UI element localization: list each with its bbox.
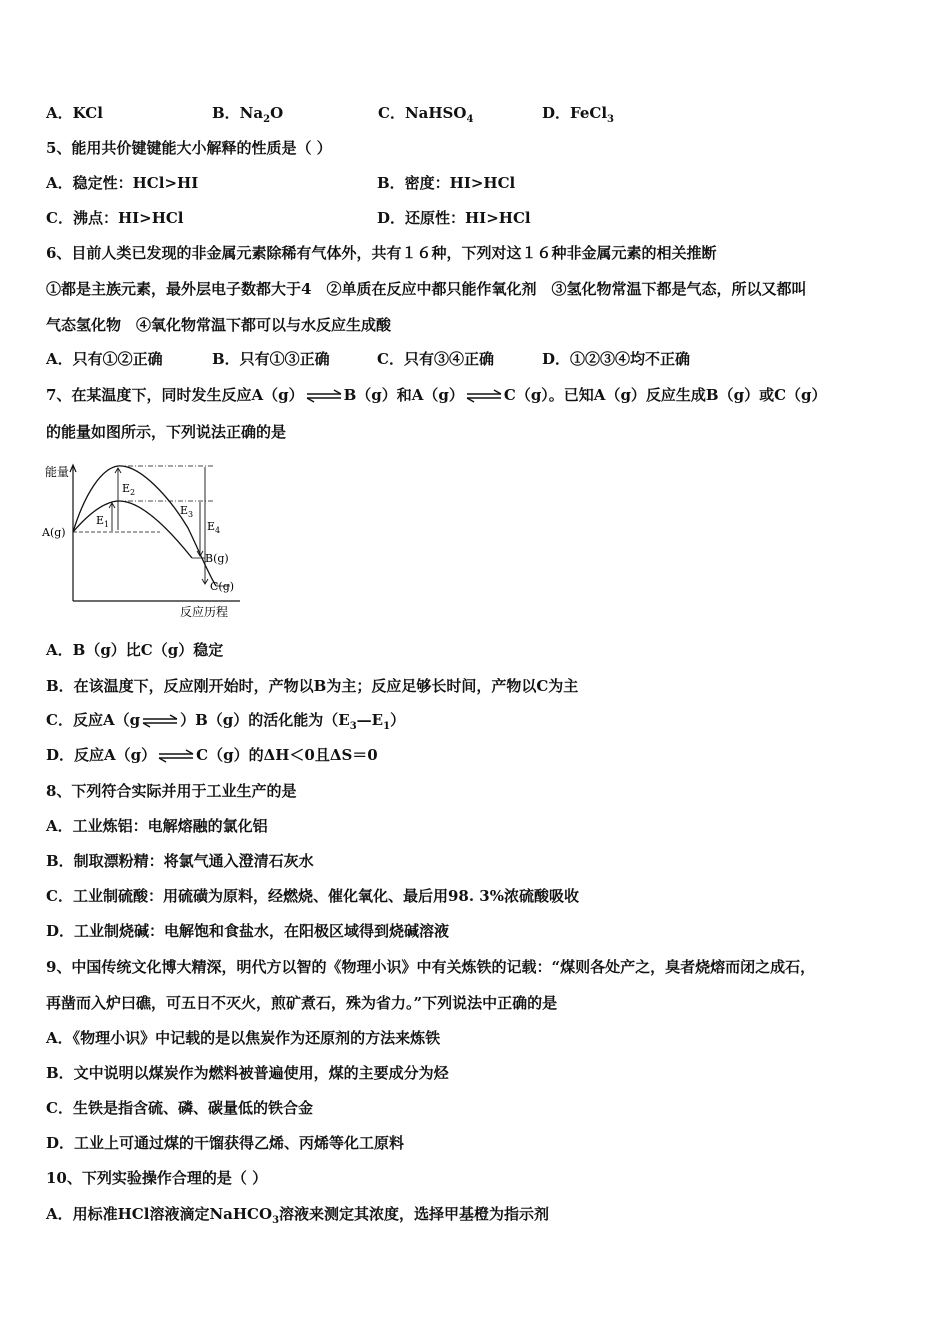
q7-option-a: A．B（g）比C（g）稳定 (46, 641, 224, 659)
q6-statements-line1: ①都是主族元素，最外层电子数都大于4 ②单质在反应中都只能作氧化剂 ③氢化物常温下都是气态，所以又都叫 (46, 280, 807, 298)
q6-statements-line2: 气态氢化物 ④氧化物常温下都可以与水反应生成酸 (46, 316, 392, 334)
q7-stem-line2: 的能量如图所示，下列说法正确的是 (46, 423, 287, 441)
q8-option-a: A．工业炼铝：电解熔融的氯化铝 (46, 817, 268, 835)
equilibrium-arrow-icon (158, 749, 194, 763)
q4-option-a: A．KCl (46, 104, 103, 122)
equilibrium-arrow-icon (306, 389, 342, 403)
q9-option-d: D．工业上可通过煤的干馏获得乙烯、丙烯等化工原料 (46, 1134, 405, 1152)
e2-label: $E_2$ (122, 482, 136, 497)
q5-option-d: D．还原性：HI>HCl (377, 209, 531, 227)
q6-stem: 6、目前人类已发现的非金属元素除稀有气体外，共有１６种，下列对这１６种非金属元素的相关推断 (46, 244, 717, 262)
q7-option-b: B．在该温度下，反应刚开始时，产物以B为主；反应足够长时间，产物以C为主 (46, 677, 579, 695)
q9-option-a: A．《物理小识》中记载的是以焦炭作为还原剂的方法来炼铁 (46, 1029, 441, 1047)
c-g-label: C(g) (210, 580, 235, 593)
q9-stem: 9、中国传统文化博大精深，明代方以智的《物理小识》中有关炼铁的记载：“煤则各处产之，臭者烧熔而闭之成石， (46, 958, 816, 976)
b-g-label: B(g) (205, 552, 229, 565)
q6-option-d: D．①②③④均不正确 (542, 350, 691, 368)
equilibrium-arrow-icon (466, 389, 502, 403)
q4-option-d: D．FeCl$_3$ (542, 104, 614, 125)
q8-option-b: B．制取漂粉精：将氯气通入澄清石灰水 (46, 852, 314, 870)
q5-stem: 5、能用共价键键能大小解释的性质是（ ） (46, 139, 332, 157)
q10-option-a: A．用标准HCl溶液滴定NaHCO$_3$溶液来测定其浓度，选择甲基橙为指示剂 (46, 1205, 550, 1226)
q4-option-c: C．NaHSO$_4$ (378, 104, 474, 125)
q6-option-c: C．只有③④正确 (377, 350, 494, 368)
x-axis-label: 反应历程 (180, 605, 229, 619)
curve-a-to-b (73, 501, 192, 558)
q9-option-c: C．生铁是指含硫、磷、碳量低的铁合金 (46, 1099, 313, 1117)
q7-stem: 7、在某温度下，同时发生反应A（g） B（g）和A（g） C（g）。已知A（g）反应生成B（g）或C（g） (46, 386, 827, 404)
q5-option-a: A．稳定性：HCl>HI (46, 174, 199, 192)
q7-option-d: D．反应A（g） C（g）的ΔH＜0且ΔS＝0 (46, 746, 378, 764)
y-axis-label: 能量 (45, 465, 70, 479)
e3-label: $E_3$ (180, 504, 194, 519)
e1-label: $E_1$ (96, 514, 110, 529)
q4-option-b: B．$Na_2O$ (212, 104, 284, 125)
q8-option-c: C．工业制硫酸：用硫磺为原料，经燃烧、催化氧化、最后用98. 3%浓硫酸吸收 (46, 887, 579, 905)
a-g-label: A(g) (42, 526, 66, 539)
q9-stem-line2: 再凿而入炉曰礁，可五日不灭火，煎矿煮石，殊为省力。”下列说法中正确的是 (46, 994, 558, 1012)
e4-label: $E_4$ (207, 520, 221, 535)
q8-stem: 8、下列符合实际并用于工业生产的是 (46, 782, 297, 800)
energy-profile-diagram (40, 458, 250, 623)
q9-option-b: B．文中说明以煤炭作为燃料被普遍使用，煤的主要成分为烃 (46, 1064, 449, 1082)
q10-stem: 10、下列实验操作合理的是（ ） (46, 1169, 268, 1187)
q7-option-c: C．反应A（g ）B（g）的活化能为$(E_3—E_1)$ (46, 711, 406, 732)
q6-option-a: A．只有①②正确 (46, 350, 163, 368)
equilibrium-arrow-icon (142, 714, 178, 728)
q5-option-b: B．密度：HI>HCl (377, 174, 516, 192)
q8-option-d: D．工业制烧碱：电解饱和食盐水，在阳极区域得到烧碱溶液 (46, 922, 450, 940)
q5-option-c: C．沸点：HI>HCl (46, 209, 184, 227)
q6-option-b: B．只有①③正确 (212, 350, 330, 368)
curve-a-to-c (73, 466, 216, 586)
